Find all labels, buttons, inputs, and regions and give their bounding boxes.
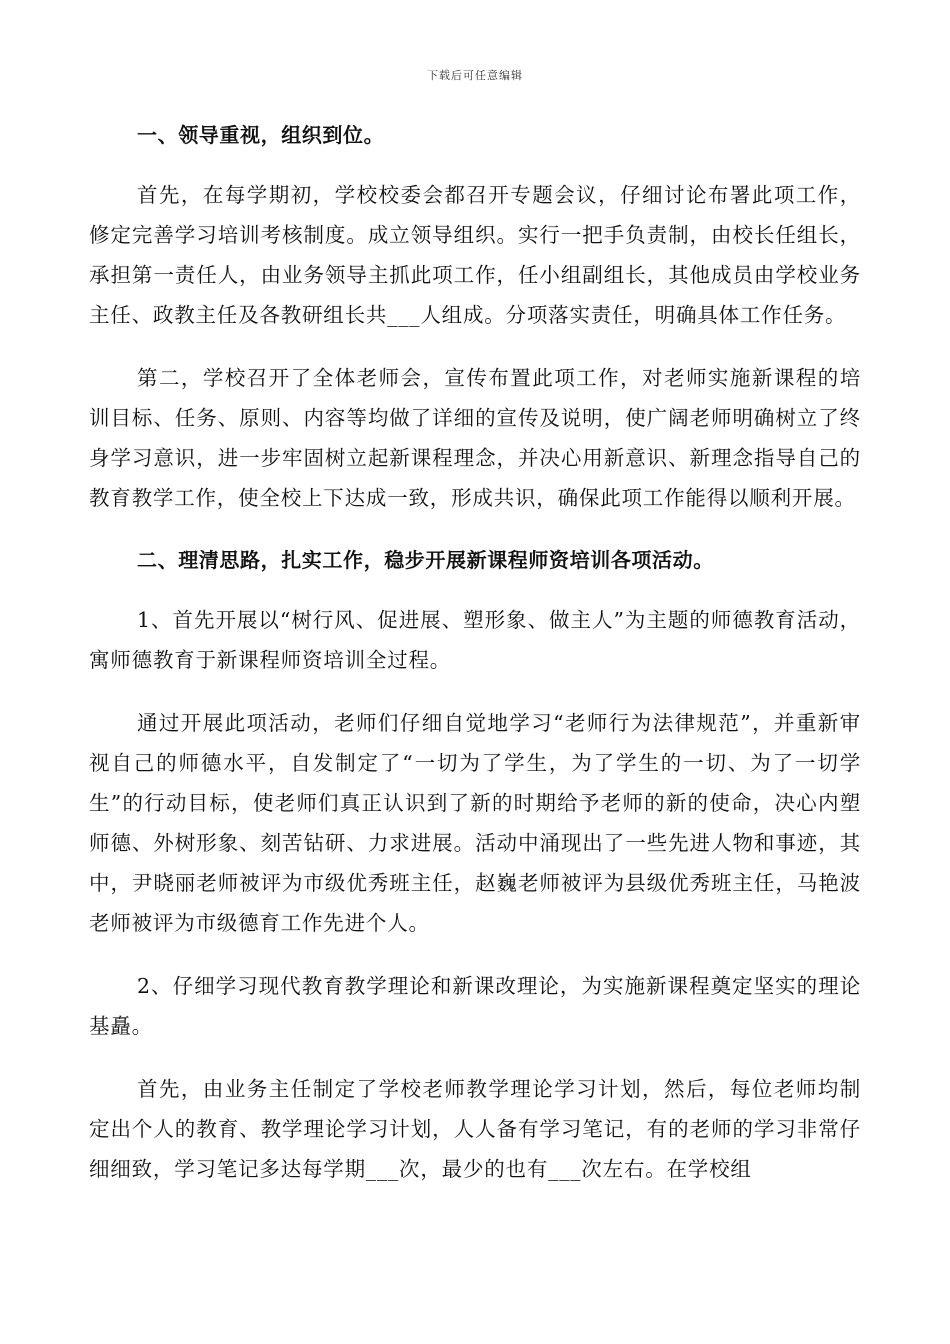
paragraph-3: 1、首先开展以“树行风、促进展、塑形象、做主人”为主题的师德教育活动，寓师德教育于新课程师资培训全过程。: [89, 608, 861, 672]
paragraph-5: 2、仔细学习现代教育教学理论和新课改理论，为实施新课程奠定坚实的理论基矗。: [89, 974, 861, 1038]
paragraph-6: 首先，由业务主任制定了学校老师教学理论学习计划，然后，每位老师均制定出个人的教育、教学理论学习计划，人人备有学习笔记，有的老师的学习非常仔细细致，学习笔记多达每学期___次，最少的也有___次左右。在学校组: [89, 1077, 861, 1181]
section-heading-1: 一、领导重视，组织到位。: [137, 123, 385, 147]
paragraph-4: 通过开展此项活动，老师们仔细自觉地学习“老师行为法律规范”，并重新审视自己的师德水平，自发制定了“一切为了学生，为了学生的一切、为了一切学生”的行动目标，使老师们真正认识到了新的时期给予老师的新的使命，决心内塑师德、外树形象、刻苦钻研、力求进展。活动中涌现出了一些先进人物和事迹，其中，尹晓丽老师被评为市级优秀班主任，赵巍老师被评为县级优秀班主任，马艳波老师被评为市级德育工作先进个人。: [89, 711, 861, 935]
section-heading-2: 二、理清思路，扎实工作，稳步开展新课程师资培训各项活动。: [137, 548, 714, 572]
document-body: [89, 116, 861, 1189]
paragraph-1: 首先，在每学期初，学校校委会都召开专题会议，仔细讨论布署此项工作，修定完善学习培训考核制度。成立领导组织。实行一把手负责制，由校长任组长，承担第一责任人，由业务领导主抓此项工作，任小组副组长，其他成员由学校业务主任、政教主任及各教研组长共___人组成。分项落实责任，明确具体工作任务。: [89, 183, 861, 327]
paragraph-2: 第二，学校召开了全体老师会，宣传布置此项工作，对老师实施新课程的培训目标、任务、原则、内容等均做了详细的宣传及说明，使广阔老师明确树立了终身学习意识，进一步牢固树立起新课程理念，并决心用新意识、新理念指导自己的教育教学工作，使全校上下达成一致，形成共识，确保此项工作能得以顺利开展。: [89, 366, 861, 510]
header-note: 下载后可任意编辑: [427, 69, 523, 82]
